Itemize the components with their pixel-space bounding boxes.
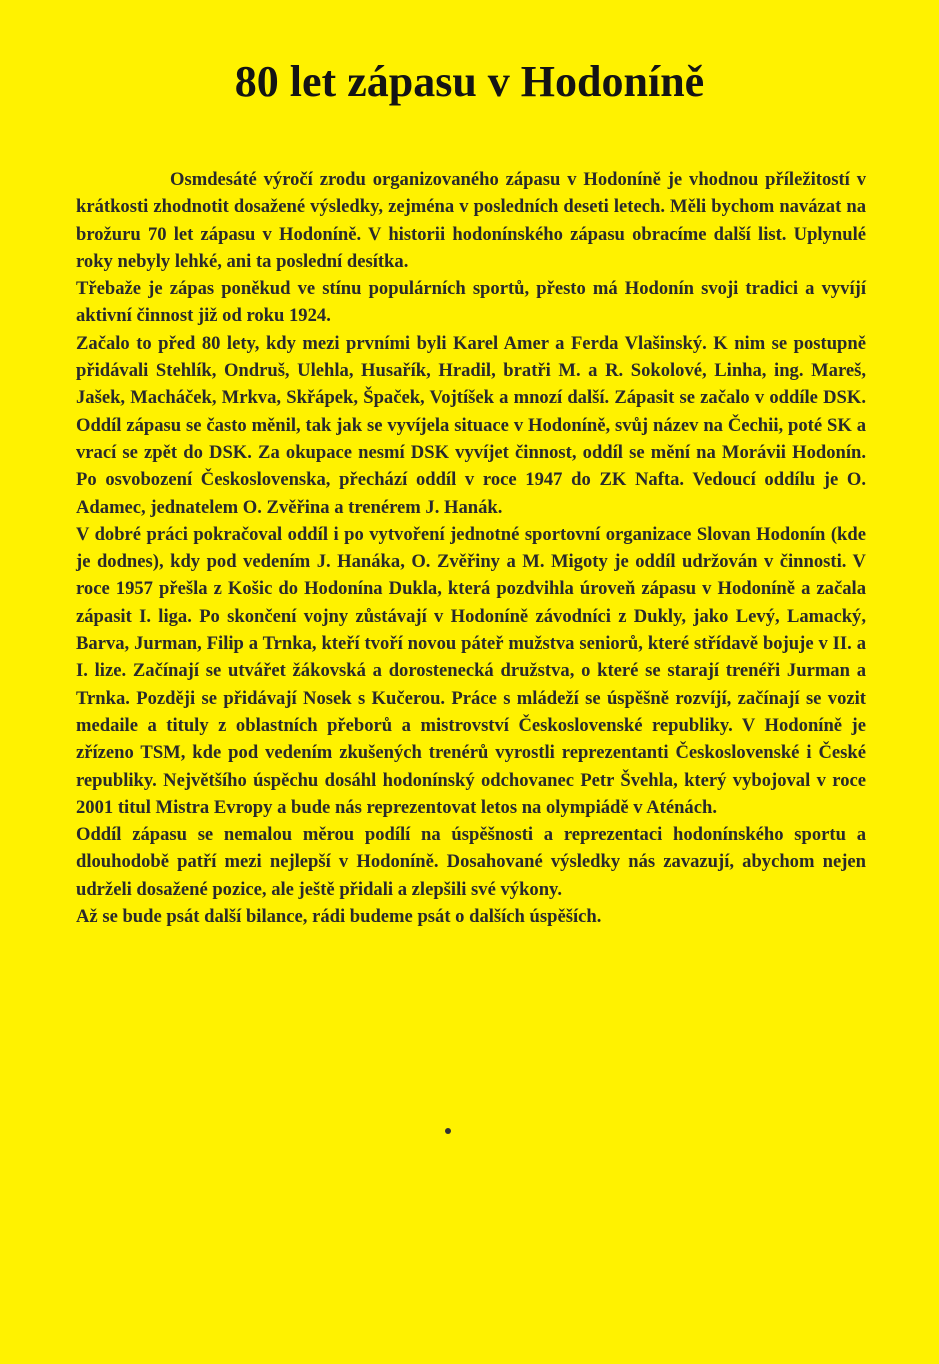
paragraph-closing: Až se bude psát další bilance, rádi budeme psát o dalších úspěších. — [76, 906, 602, 928]
paragraph-tradition: Třebaže je zápas poněkud ve stínu populárních sportů, přesto má Hodonín svoji tradici a vyvíjí aktivní činnost již od roku 1924. — [76, 278, 866, 327]
ornament-dot — [445, 1128, 451, 1134]
paragraph-intro: Osmdesáté výročí zrodu organizovaného zápasu v Hodoníně je vhodnou příležitostí v krátkosti zhodnotit dosažené výsledky, zejména v posledních deseti letech. Měli bychom navázat na brožuru 70 let zápasu v Hodoníně. V historii hodonínského zápasu obracíme další list. Uplynulé roky nebyly lehké, ani ta poslední desítka. — [76, 169, 866, 272]
document-title: 80 let zápasu v Hodoníně — [234, 57, 705, 106]
paragraph-slovan: V dobré práci pokračoval oddíl i po vytvoření jednotné sportovní organizace Slovan Hodonín (kde je dodnes), kdy pod vedením J. Hanáka, O. Zvěřiny a M. Migoty je oddíl udržován v činnosti. V roce 1957 přešla z Košic do Hodonína Dukla, která pozdvihla úroveň zápasu v Hodoníně a začala zápasit I. liga. Po skončení vojny zůstávají v Hodoníně závodníci z Dukly, jako Levý, Lamacký, Barva, Jurman, Filip a Trnka, kteří tvoří novou páteř mužstva seniorů, které střídavě bojuje v II. a I. lize. Začínají se utvářet žákovská a dorostenecká družstva, o které se starají trenéři Jurman a Trnka. Později se přidávají Nosek s Kučerou. Práce s mládeží se úspěšně rozvíjí, začínají se vozit medaile a tituly z oblastních přeborů a mistrovství Československé republiky. V Hodoníně je zřízeno TSM, kde pod vedením zkušených trenérů vyrostli reprezentanti Československé i České republiky. Největšího úspěchu dosáhl hodonínský odchovanec Petr Švehla, který vybojoval v roce 2001 titul Mistra Evropy a bude nás reprezentovat letos na olympiádě v Aténách. — [76, 523, 866, 818]
paragraph-beginnings: Začalo to před 80 lety, kdy mezi prvními byli Karel Amer a Ferda Vlašinský. K nim se postupně přidávali Stehlík, Ondruš, Ulehla, Husařík, Hradil, bratři M. a R. Sokolové, Linha, ing. Mareš, Jašek, Macháček, Mrkva, Skřápek, Špaček, Vojtíšek a mnozí další. Zápasit se začalo v oddíle DSK. Oddíl zápasu se často měnil, tak jak se vyvíjela situace v Hodoníně, svůj název na Čechii, poté SK a vrací se zpět do DSK. Za okupace nesmí DSK vyvíjet činnost, oddíl se mění na Morávii Hodonín. Po osvobození Československa, přechází oddíl v roce 1947 do ZK Nafta. Vedoucí oddílu je O. Adamec, jednatelem O. Zvěřina a trenérem J. Hanák. — [76, 332, 866, 518]
document-body — [76, 166, 866, 930]
paragraph-results: Oddíl zápasu se nemalou měrou podílí na úspěšnosti a reprezentaci hodonínského sportu a dlouhodobě patří mezi nejlepší v Hodoníně. Dosahované výsledky nás zavazují, abychom nejen udrželi dosažené pozice, ale ještě přidali a zlepšili své výkony. — [76, 824, 866, 900]
